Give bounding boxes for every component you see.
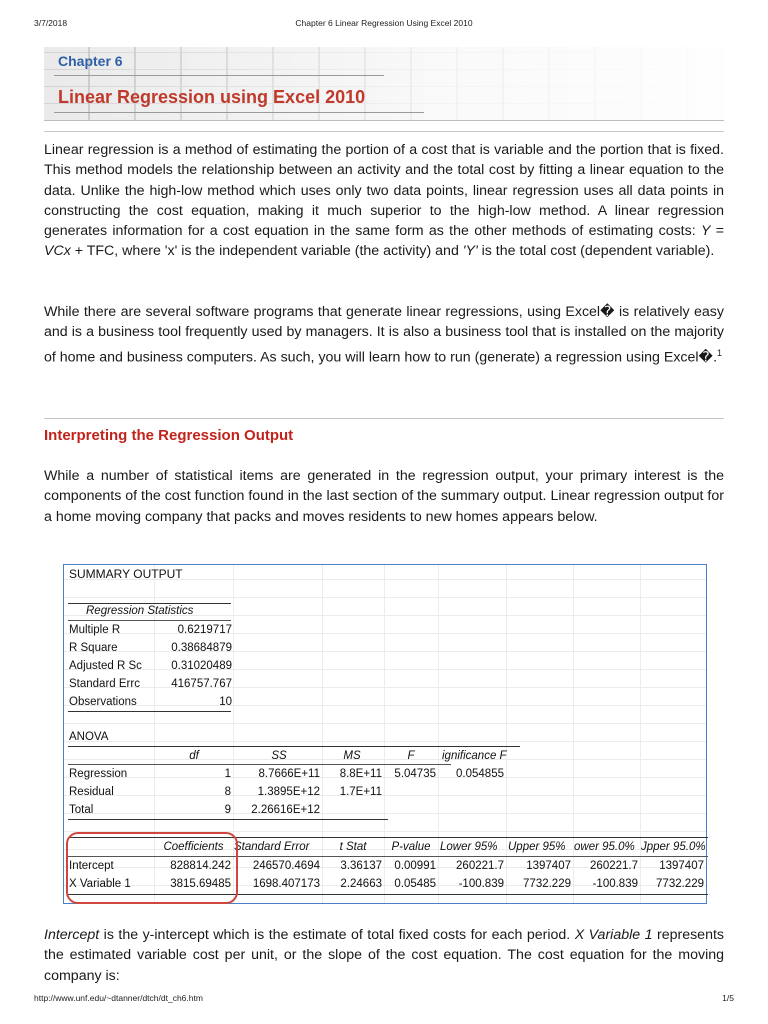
- excel-text: While there are several software programs that generate linear regressions, using Excel� is relatively easy and is a business tool frequently used by managers. It is also a business tool that is installed on the majority of home and business computers. As such, you will learn how to run (generate) a regression using Excel�.: [44, 304, 724, 366]
- anova-f: 5.04735: [394, 768, 436, 780]
- highlight-oval: [66, 832, 238, 904]
- chapter-banner: [44, 47, 724, 121]
- coef-header: t Stat: [339, 841, 367, 853]
- print-date: 3/7/2018: [34, 18, 68, 28]
- closing-paragraph: [44, 925, 724, 986]
- section-heading: Interpreting the Regression Output: [44, 427, 294, 444]
- stat-value: 10: [219, 696, 232, 708]
- term-x-variable: X Variable 1: [574, 927, 653, 943]
- chapter-title: Linear Regression using Excel 2010: [58, 87, 366, 107]
- regstats-title: Regression Statistics: [86, 605, 194, 617]
- anova-header: df: [189, 750, 199, 762]
- coef-value: -100.839: [592, 878, 638, 890]
- closing-text: is the y-intercept which is the estimate of total fixed costs for each period.: [99, 927, 575, 943]
- anova-ss: 8.7666E+11: [258, 768, 320, 780]
- coef-value: 2.24663: [340, 878, 382, 890]
- coef-value: -100.839: [458, 878, 504, 890]
- equation-y-ref: 'Y': [462, 243, 478, 260]
- anova-ms: 1.7E+11: [339, 786, 382, 798]
- equation-vcx: VCx: [44, 243, 71, 260]
- anova-header: F: [407, 750, 415, 762]
- anova-row-label: Total: [69, 804, 94, 816]
- table-rule: [68, 819, 388, 820]
- stat-value: 416757.767: [171, 678, 232, 690]
- coef-value: 260221.7: [590, 860, 638, 872]
- banner-rule: [54, 112, 424, 113]
- anova-ss: 2.26616E+12: [251, 804, 320, 816]
- divider: [44, 131, 724, 132]
- table-rule: [68, 603, 231, 604]
- stat-value: 0.31020489: [171, 660, 232, 672]
- coef-value: 260221.7: [456, 860, 504, 872]
- coef-value: 1698.407173: [252, 878, 320, 890]
- stat-label: Multiple R: [69, 624, 121, 636]
- stat-label: Observations: [69, 696, 137, 708]
- coef-value: 7732.229: [656, 878, 704, 890]
- summary-title: SUMMARY OUTPUT: [69, 567, 183, 581]
- stat-label: R Square: [69, 642, 118, 654]
- intro-text: is the total cost (dependent variable).: [477, 243, 715, 260]
- table-rule: [68, 764, 451, 765]
- grid-line: [438, 565, 439, 903]
- coef-header: P-value: [391, 841, 431, 853]
- print-url: http://www.unf.edu/~dtanner/dtch/dt_ch6.htm: [34, 993, 203, 1003]
- equation-y: Y: [700, 223, 711, 240]
- anova-df: 9: [224, 804, 231, 816]
- excel-paragraph: [44, 302, 724, 368]
- coef-header: Jpper 95.0%: [641, 841, 706, 853]
- coef-row-label: Intercept: [69, 860, 114, 872]
- intro-paragraph: [44, 140, 724, 262]
- table-rule: [68, 711, 231, 712]
- stat-value: 0.6219717: [177, 624, 232, 636]
- anova-header: ignificance F: [442, 750, 507, 762]
- anova-df: 8: [224, 786, 231, 798]
- anova-row-label: Residual: [69, 786, 114, 798]
- term-intercept: Intercept: [44, 927, 100, 943]
- closing-text: represents the estimated variable cost per unit, or the slope of the cost equation. The cost equation for the moving company is:: [44, 927, 724, 984]
- coef-value: 246570.4694: [252, 860, 320, 872]
- stat-value: 0.38684879: [171, 642, 232, 654]
- print-title: Chapter 6 Linear Regression Using Excel 2010: [295, 18, 473, 28]
- stat-label: Adjusted R Sc: [69, 660, 142, 672]
- anova-df: 1: [224, 768, 231, 780]
- anova-ss: 1.3895E+12: [257, 786, 320, 798]
- banner-rule: [54, 75, 384, 76]
- coef-value: 0.00991: [394, 860, 436, 872]
- section-paragraph: While a number of statistical items are generated in the regression output, your primary interest is the components of the cost function found in the last section of the summary output. Linear regression output for a home moving company that packs and moves residents to new homes appears below.: [44, 468, 724, 525]
- regression-output-table: [63, 564, 707, 904]
- coef-value: 1397407: [526, 860, 571, 872]
- intro-text: + TFC, where 'x' is the independent variable (the activity) and: [70, 243, 463, 260]
- coef-value: 7732.229: [523, 878, 571, 890]
- coef-header: Coefficients: [163, 841, 224, 853]
- table-rule: [68, 746, 520, 747]
- coef-value: 0.05485: [394, 878, 436, 890]
- coef-value: 828814.242: [170, 860, 231, 872]
- intro-text: Linear regression is a method of estimating the portion of a cost that is variable and the portion that is fixed. This method models the relationship between an activity and the total cost by fitting a linear equation to the data. Unlike the high-low method which uses only two data points, linear regression uses all data points in constructing the cost equation, making it much superior to the high-low method. A linear regression generates information for a cost equation in the same form as the other methods of estimating costs:: [44, 142, 724, 240]
- coef-value: 1397407: [659, 860, 704, 872]
- coef-row-label: X Variable 1: [69, 878, 131, 890]
- coef-header: ower 95.0%: [574, 841, 635, 853]
- coef-header: Lower 95%: [440, 841, 498, 853]
- coef-header: Standard Error: [234, 841, 310, 853]
- page-number: 1/5: [722, 993, 734, 1003]
- coef-value: 3.36137: [340, 860, 382, 872]
- stat-label: Standard Errc: [69, 678, 140, 690]
- chapter-label: Chapter 6: [58, 53, 123, 69]
- coef-value: 3815.69485: [170, 878, 231, 890]
- divider: [44, 418, 724, 419]
- grid-line: [506, 565, 507, 903]
- equation-equals: =: [710, 223, 724, 240]
- anova-sig: 0.054855: [456, 768, 504, 780]
- anova-row-label: Regression: [69, 768, 128, 780]
- table-rule: [68, 620, 231, 621]
- footnote-ref[interactable]: 1: [717, 347, 723, 358]
- coef-header: Upper 95%: [508, 841, 566, 853]
- anova-header: SS: [271, 750, 287, 762]
- anova-title: ANOVA: [69, 731, 109, 743]
- anova-ms: 8.8E+11: [339, 768, 382, 780]
- anova-header: MS: [343, 750, 361, 762]
